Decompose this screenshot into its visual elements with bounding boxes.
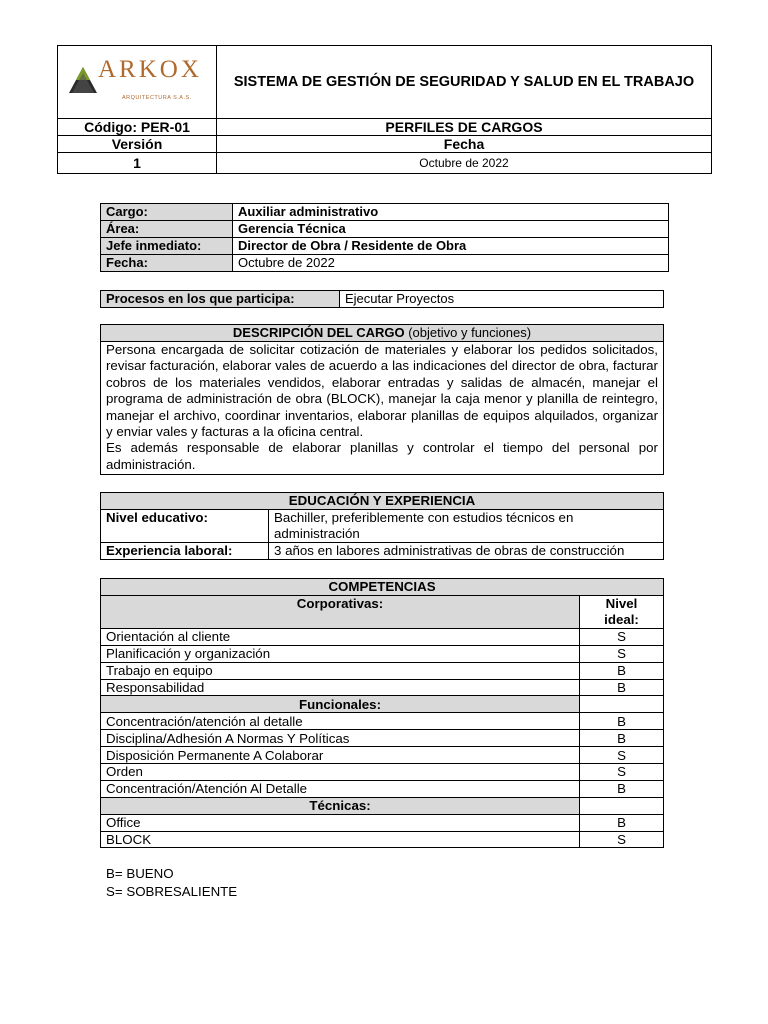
competency-row: [101, 764, 664, 781]
info-value-jefe: Director de Obra / Residente de Obra: [233, 238, 669, 255]
document-header: [57, 45, 712, 174]
logo-subtitle-text: ARQUITECTURA S.A.S.: [122, 95, 192, 101]
education-table: [100, 492, 664, 560]
competencies-heading: COMPETENCIAS: [101, 579, 664, 596]
technical-label: Técnicas:: [101, 797, 580, 814]
logo-cell: [58, 46, 217, 119]
document-name: PERFILES DE CARGOS: [217, 119, 712, 136]
competency-row: [101, 780, 664, 797]
competency-name: Orden: [101, 764, 580, 781]
competency-name: Disposición Permanente A Colaborar: [101, 747, 580, 764]
technical-level-blank: [580, 797, 664, 814]
info-value-fecha: Octubre de 2022: [233, 255, 669, 272]
job-description-table: [100, 324, 664, 475]
competency-level: S: [580, 764, 664, 781]
document-code: Código: PER-01: [58, 119, 217, 136]
competency-row: [101, 662, 664, 679]
processes-label: Procesos en los que participa:: [101, 291, 340, 308]
competency-name: Responsabilidad: [101, 679, 580, 696]
competency-name: Concentración/atención al detalle: [101, 713, 580, 730]
education-heading: EDUCACIÓN Y EXPERIENCIA: [101, 493, 664, 510]
competency-row: [101, 679, 664, 696]
competency-name: Trabajo en equipo: [101, 662, 580, 679]
system-title: SISTEMA DE GESTIÓN DE SEGURIDAD Y SALUD EN EL TRABAJO: [217, 46, 712, 119]
competency-name: Orientación al cliente: [101, 628, 580, 645]
competency-level: B: [580, 662, 664, 679]
date-label: Fecha: [217, 136, 712, 153]
competency-row: [101, 730, 664, 747]
experience-value: 3 años en labores administrativas de obras de construcción: [269, 543, 664, 560]
competency-level: B: [580, 814, 664, 831]
education-level-value: Bachiller, preferiblemente con estudios técnicos en administración: [269, 510, 664, 543]
competency-name: Disciplina/Adhesión A Normas Y Políticas: [101, 730, 580, 747]
legend-bueno: B= BUENO: [106, 866, 174, 881]
legend-sobresaliente: S= SOBRESALIENTE: [106, 884, 238, 899]
info-label-jefe: Jefe inmediato:: [101, 238, 233, 255]
competency-row: [101, 645, 664, 662]
competency-name: BLOCK: [101, 831, 580, 848]
competency-level: S: [580, 747, 664, 764]
job-info-table: [100, 203, 669, 272]
competency-level: S: [580, 831, 664, 848]
competency-name: Concentración/Atención Al Detalle: [101, 780, 580, 797]
date-value: Octubre de 2022: [217, 153, 712, 174]
info-label-cargo: Cargo:: [101, 204, 233, 221]
competency-row: [101, 628, 664, 645]
competencies-table: [100, 578, 664, 848]
triangle-logo-icon: [68, 65, 98, 95]
description-heading-title: DESCRIPCIÓN DEL CARGO: [232, 325, 405, 340]
version-label: Versión: [58, 136, 217, 153]
info-label-area: Área:: [101, 221, 233, 238]
competency-level: B: [580, 730, 664, 747]
competency-row: [101, 831, 664, 848]
competency-row: [101, 713, 664, 730]
competency-level: S: [580, 628, 664, 645]
competency-row: [101, 814, 664, 831]
competency-level: S: [580, 645, 664, 662]
description-text: [101, 342, 664, 475]
description-heading: [101, 325, 664, 342]
competency-name: Office: [101, 814, 580, 831]
competency-level: B: [580, 780, 664, 797]
functional-label: Funcionales:: [101, 696, 580, 713]
logo-brand-text: ARKOX: [98, 56, 202, 83]
level-header: Nivel ideal:: [580, 595, 664, 628]
processes-table: [100, 290, 664, 308]
description-paragraph-1: Persona encargada de solicitar cotización de materiales y elaborar los pedidos solicitados, revisar facturación, elaborar vales de acuerdo a las indicaciones del director de obra, facturar cobros de los materiales vendidos, elaborar entradas y salidas de almacén, manejar el programa de administración de obra (BLOCK), manejar la caja menor y planilla de reintegro, manejar el archivo, coordinar inventarios, elaborar planillas de equipos alquilados, organizar y enviar vales y facturas a la oficina central.: [106, 342, 658, 440]
competency-level: B: [580, 679, 664, 696]
competency-name: Planificación y organización: [101, 645, 580, 662]
competency-row: [101, 747, 664, 764]
company-logo: [62, 56, 212, 102]
corporate-label: Corporativas:: [101, 595, 580, 628]
description-paragraph-2: Es además responsable de elaborar planillas y controlar el tiempo del personal por administración.: [106, 440, 658, 472]
info-value-area: Gerencia Técnica: [233, 221, 669, 238]
processes-value: Ejecutar Proyectos: [340, 291, 664, 308]
functional-level-blank: [580, 696, 664, 713]
education-level-label: Nivel educativo:: [101, 510, 269, 543]
experience-label: Experiencia laboral:: [101, 543, 269, 560]
description-heading-note: (objetivo y funciones): [408, 325, 532, 340]
competency-level: B: [580, 713, 664, 730]
info-value-cargo: Auxiliar administrativo: [233, 204, 669, 221]
info-label-fecha: Fecha:: [101, 255, 233, 272]
version-value: 1: [58, 153, 217, 174]
